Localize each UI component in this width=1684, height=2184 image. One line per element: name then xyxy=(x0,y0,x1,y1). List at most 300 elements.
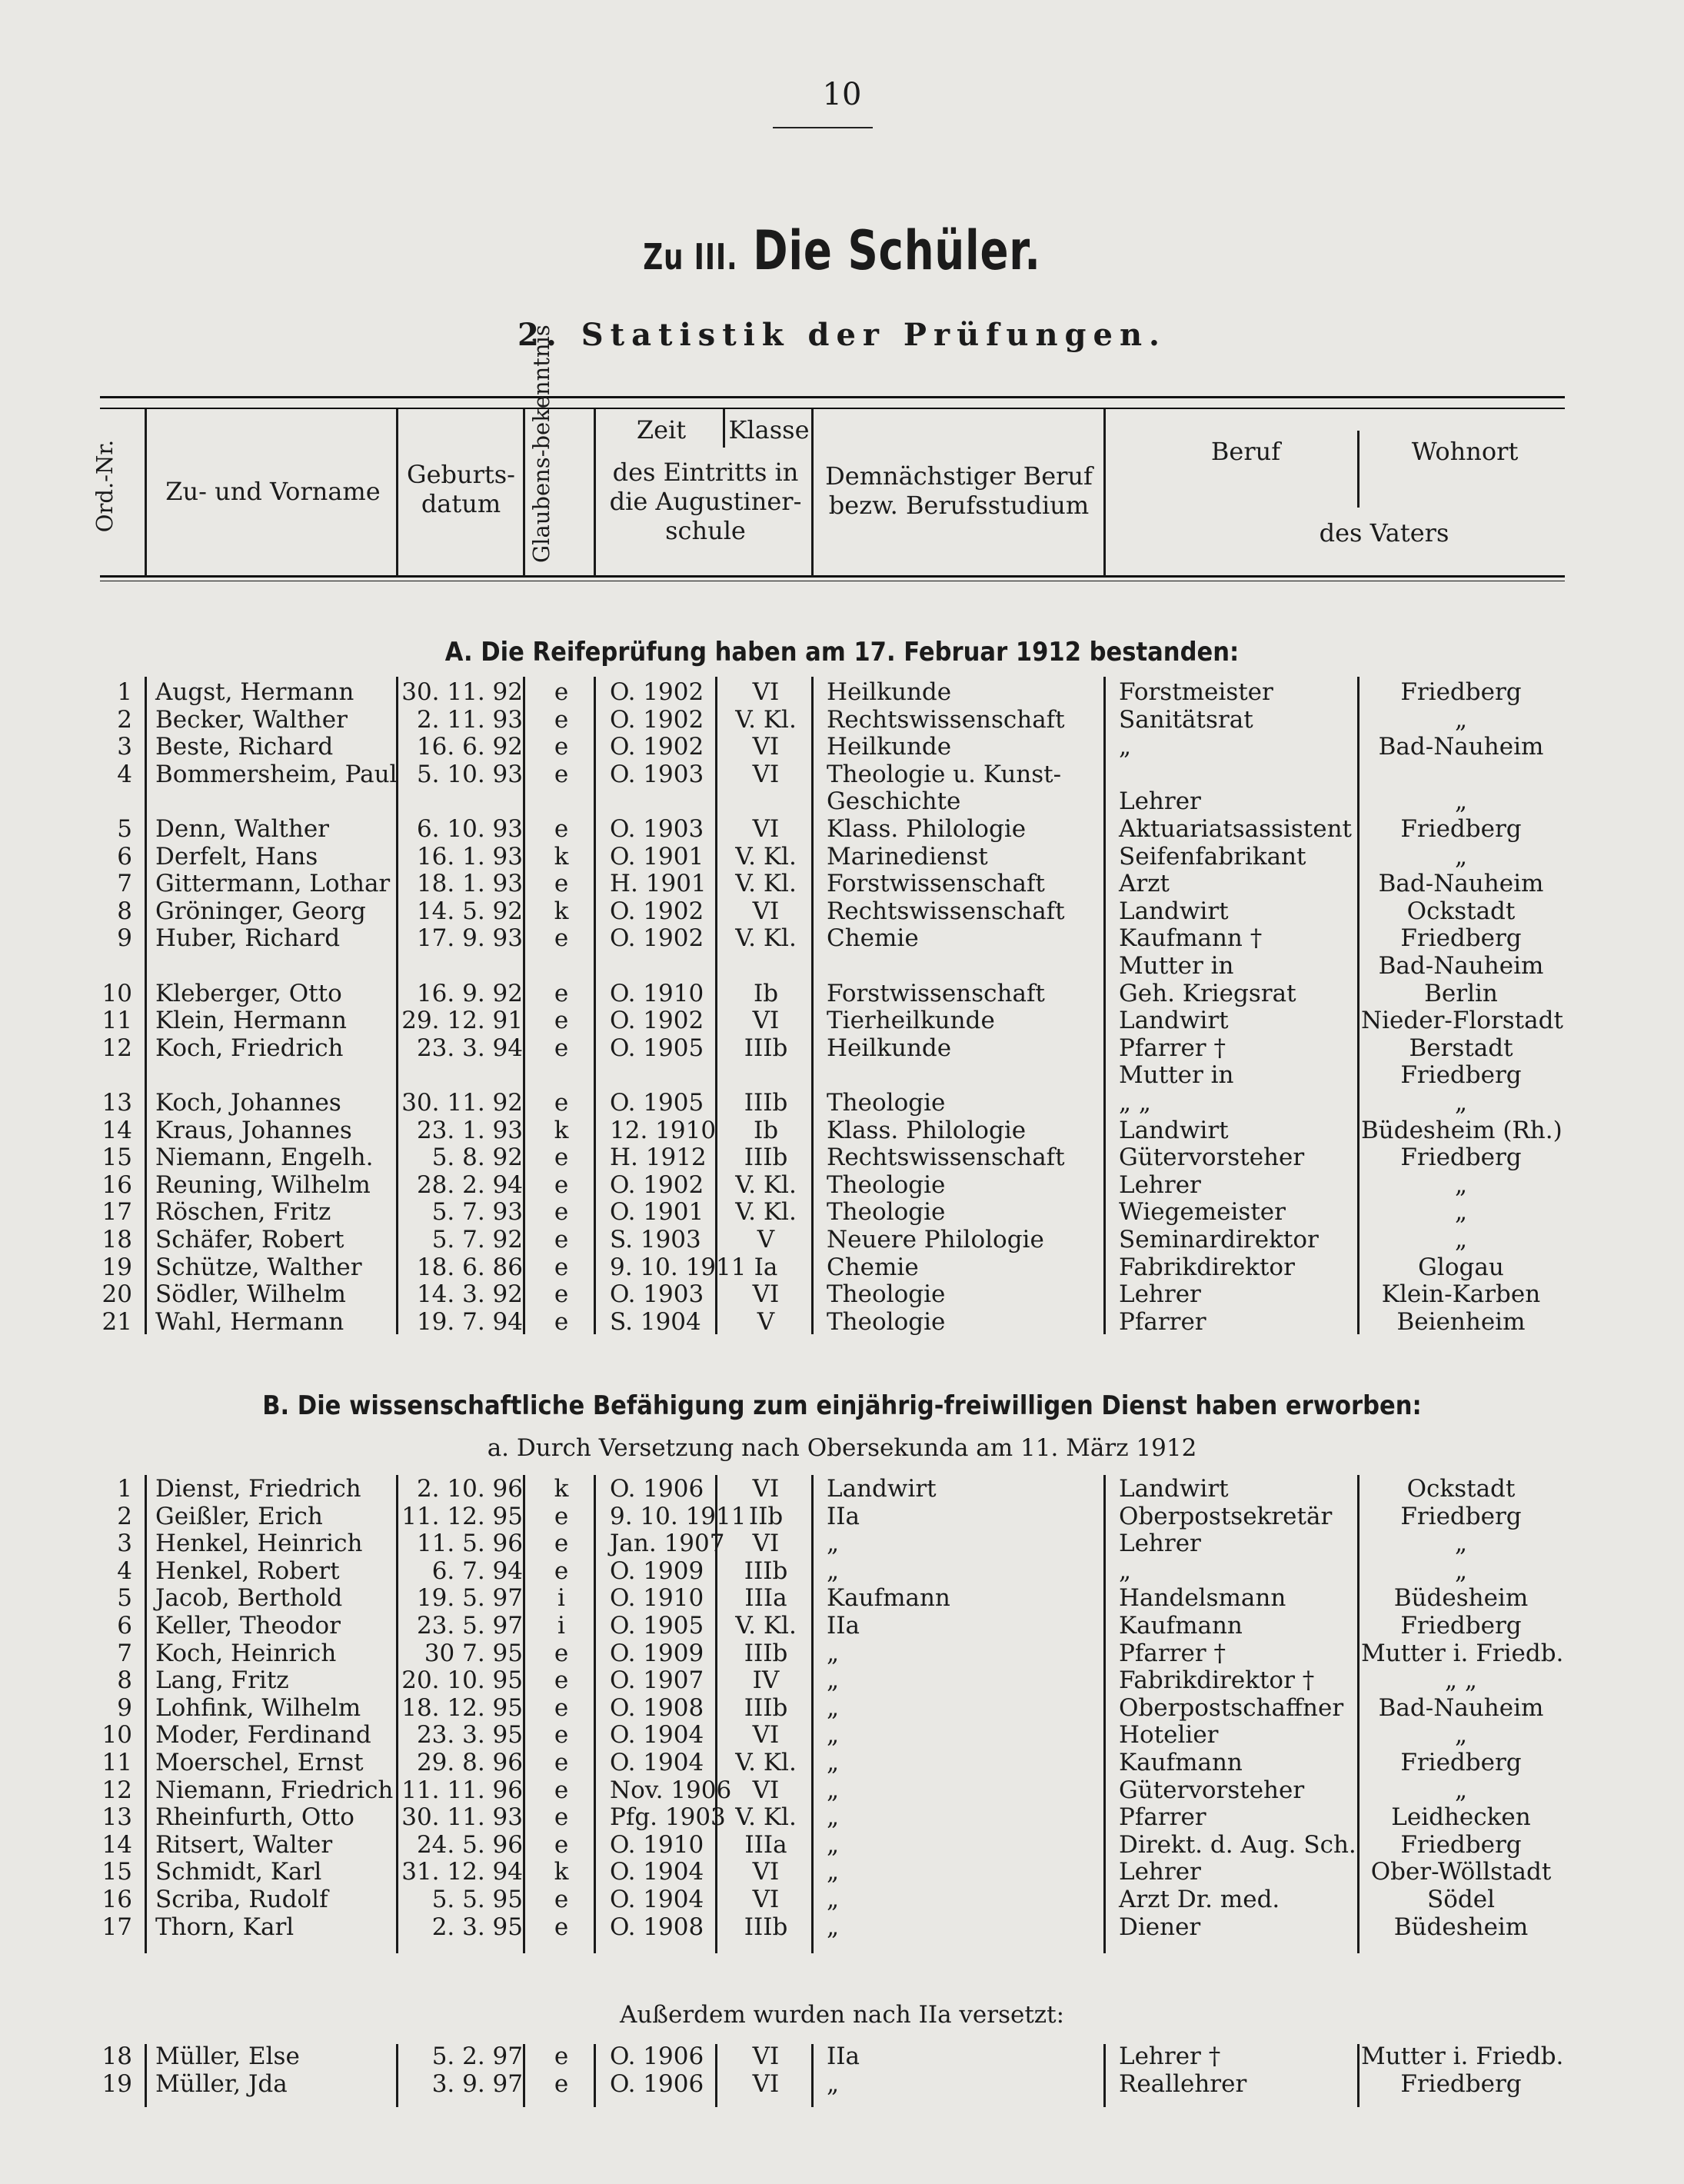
future-career: „ xyxy=(827,1858,840,1886)
student-name: Niemann, Friedrich xyxy=(155,1776,394,1804)
row-number: 7 xyxy=(117,1639,132,1667)
religion: k xyxy=(554,842,569,871)
student-name: Koch, Friedrich xyxy=(155,1034,344,1062)
religion: e xyxy=(554,1226,569,1253)
entry-time: O. 1902 xyxy=(610,705,704,734)
religion: e xyxy=(554,2043,569,2070)
entry-class: VI xyxy=(752,2043,780,2070)
religion: e xyxy=(554,733,569,761)
religion: e xyxy=(554,1749,569,1776)
entry-class: V. Kl. xyxy=(735,924,797,953)
header-divider xyxy=(1103,409,1106,577)
student-name: Ritsert, Walter xyxy=(155,1830,333,1859)
father-occupation: Lehrer xyxy=(1119,1530,1201,1558)
future-career: Theologie u. Kunst- xyxy=(827,760,1062,788)
entry-time: 9. 10. 1911 xyxy=(610,1253,747,1281)
entry-class: IIb xyxy=(748,1502,784,1530)
future-career: Heilkunde xyxy=(827,1034,952,1062)
student-name: Derfelt, Hans xyxy=(155,842,318,871)
table-row xyxy=(0,1913,1684,1941)
entry-time: O. 1908 xyxy=(610,1913,704,1941)
entry-class: VI xyxy=(752,1721,780,1750)
father-residence: Leidhecken xyxy=(1391,1803,1531,1832)
table-row xyxy=(0,1198,1684,1226)
religion: e xyxy=(554,1639,569,1667)
religion: e xyxy=(554,1170,569,1199)
father-residence: Friedberg xyxy=(1400,1502,1522,1530)
father-residence: Ober-Wöllstadt xyxy=(1370,1858,1552,1886)
entry-class: IIIb xyxy=(744,1639,788,1667)
row-number: 16 xyxy=(102,1170,132,1199)
entry-class: VI xyxy=(752,760,780,788)
father-residence: Bad-Nauheim xyxy=(1378,733,1544,761)
entry-time: O. 1909 xyxy=(610,1556,704,1585)
row-number: 12 xyxy=(102,1034,132,1062)
entry-time: O. 1904 xyxy=(610,1886,704,1913)
father-occupation: Pfarrer xyxy=(1119,1307,1206,1336)
header-vater-beruf: Beruf xyxy=(1210,437,1281,466)
row-number: 13 xyxy=(102,1089,132,1117)
entry-class: Ib xyxy=(753,1116,779,1144)
entry-class: VI xyxy=(752,1858,780,1886)
row-number: 16 xyxy=(102,1886,132,1913)
birth-date: 23. 1. 93 xyxy=(416,1116,523,1144)
student-name: Henkel, Heinrich xyxy=(155,1530,363,1558)
row-number: 10 xyxy=(102,1721,132,1750)
religion: e xyxy=(554,1089,569,1117)
row-number: 19 xyxy=(102,2070,132,2098)
page-subtitle: 2. Statistik der Prüfungen. xyxy=(518,317,1166,353)
religion: k xyxy=(554,1116,569,1144)
table-row xyxy=(0,1721,1684,1749)
father-residence: „ xyxy=(1454,705,1468,734)
table-row xyxy=(0,787,1684,815)
birth-date: 18. 6. 86 xyxy=(416,1253,523,1281)
future-career: „ xyxy=(827,1721,840,1750)
row-number: 6 xyxy=(117,842,132,871)
student-name: Södler, Wilhelm xyxy=(155,1280,346,1309)
father-occupation: Pfarrer † xyxy=(1119,1034,1226,1062)
row-number: 11 xyxy=(102,1749,132,1776)
student-name: Dienst, Friedrich xyxy=(155,1475,361,1503)
father-occupation: Seifenfabrikant xyxy=(1119,842,1306,871)
student-name: Gittermann, Lothar xyxy=(155,870,391,898)
father-occupation: Direkt. d. Aug. Sch. xyxy=(1119,1830,1356,1859)
father-residence: Berlin xyxy=(1424,979,1498,1007)
future-career: „ xyxy=(827,1666,840,1695)
student-name: Moerschel, Ernst xyxy=(155,1749,364,1776)
student-name: Müller, Else xyxy=(155,2043,300,2070)
entry-time: O. 1906 xyxy=(610,1475,704,1503)
future-career: „ xyxy=(827,2070,840,2098)
table-row xyxy=(0,1530,1684,1557)
table-row xyxy=(0,1694,1684,1722)
future-career: Theologie xyxy=(827,1198,946,1227)
birth-date: 23. 3. 94 xyxy=(416,1034,523,1062)
entry-time: O. 1903 xyxy=(610,815,704,843)
religion: k xyxy=(554,897,569,925)
entry-time: O. 1904 xyxy=(610,1749,704,1776)
future-career: IIa xyxy=(827,1502,860,1530)
father-residence: Ockstadt xyxy=(1406,897,1516,925)
entry-time: O. 1901 xyxy=(610,1198,704,1227)
table-row xyxy=(0,733,1684,761)
birth-date: 2. 3. 95 xyxy=(431,1913,523,1941)
entry-time: O. 1902 xyxy=(610,1007,704,1035)
father-occupation: Pfarrer † xyxy=(1119,1639,1226,1667)
row-number: 15 xyxy=(102,1858,132,1886)
student-name: Rheinfurth, Otto xyxy=(155,1803,354,1832)
father-occupation: Gütervorsteher xyxy=(1119,1144,1305,1172)
entry-time: O. 1910 xyxy=(610,1584,704,1613)
table-row xyxy=(0,1503,1684,1530)
entry-class: V. Kl. xyxy=(735,870,797,898)
entry-class: IIIa xyxy=(744,1584,787,1613)
father-occupation: Arzt xyxy=(1119,870,1170,898)
student-name: Koch, Johannes xyxy=(155,1089,341,1117)
future-career: „ xyxy=(827,1803,840,1832)
entry-time: Pfg. 1903 xyxy=(610,1803,726,1832)
religion: e xyxy=(554,1776,569,1804)
row-number: 5 xyxy=(117,815,132,843)
father-occupation: Lehrer xyxy=(1119,1170,1201,1199)
table-row xyxy=(0,1557,1684,1585)
religion: e xyxy=(554,1693,569,1722)
table-row xyxy=(0,1253,1684,1281)
table-row xyxy=(0,1584,1684,1612)
future-career: Chemie xyxy=(827,924,919,953)
father-residence: Klein-Karben xyxy=(1381,1280,1541,1309)
birth-date: 16. 9. 92 xyxy=(416,979,523,1007)
row-number: 12 xyxy=(102,1776,132,1804)
father-occupation: Geh. Kriegsrat xyxy=(1119,979,1296,1007)
row-number: 2 xyxy=(117,705,132,734)
entry-time: 12. 1910 xyxy=(610,1116,717,1144)
header-divider xyxy=(811,409,814,577)
table-row xyxy=(0,1475,1684,1503)
entry-class: V. Kl. xyxy=(735,842,797,871)
entry-class: Ia xyxy=(754,1253,778,1281)
header-divider xyxy=(396,409,398,577)
page-title xyxy=(185,219,1499,282)
father-residence: Mutter i. Friedb. xyxy=(1361,1639,1564,1667)
header-beruf: Demnächstiger Beruf bezw. Berufsstudium xyxy=(825,461,1093,520)
birth-date: 23. 5. 97 xyxy=(416,1612,523,1640)
future-career: Marinedienst xyxy=(827,842,988,871)
father-occupation: Landwirt xyxy=(1119,897,1229,925)
entry-class: V. Kl. xyxy=(735,1198,797,1227)
father-residence: Ockstadt xyxy=(1406,1475,1516,1503)
table-row xyxy=(0,1640,1684,1667)
entry-time: O. 1906 xyxy=(610,2070,704,2098)
entry-time: O. 1909 xyxy=(610,1639,704,1667)
table-row xyxy=(0,1117,1684,1144)
birth-date: 23. 3. 95 xyxy=(416,1721,523,1750)
entry-class: VI xyxy=(752,897,780,925)
table-row xyxy=(0,761,1684,788)
row-number: 17 xyxy=(102,1198,132,1227)
father-residence: Glogau xyxy=(1418,1253,1504,1281)
father-residence: Berstadt xyxy=(1409,1034,1513,1062)
row-number: 11 xyxy=(102,1007,132,1035)
student-name: Röschen, Fritz xyxy=(155,1198,331,1227)
father-occupation: Lehrer xyxy=(1119,1280,1201,1309)
table-row xyxy=(0,1612,1684,1640)
future-career: Kaufmann xyxy=(827,1584,950,1613)
father-residence: Friedberg xyxy=(1400,1061,1522,1090)
future-career: Klass. Philologie xyxy=(827,1116,1027,1144)
birth-date: 17. 9. 93 xyxy=(416,924,523,953)
future-career: „ xyxy=(827,1749,840,1776)
religion: e xyxy=(554,1530,569,1558)
header-divider xyxy=(594,409,596,577)
row-number: 19 xyxy=(102,1253,132,1281)
entry-time: Jan. 1907 xyxy=(610,1530,725,1558)
religion: e xyxy=(554,924,569,953)
religion: e xyxy=(554,1502,569,1530)
student-name: Kraus, Johannes xyxy=(155,1116,352,1144)
table-row xyxy=(0,815,1684,843)
father-residence: Bad-Nauheim xyxy=(1378,870,1544,898)
birth-date: 5. 2. 97 xyxy=(431,2043,523,2070)
birth-date: 18. 1. 93 xyxy=(416,870,523,898)
table-row xyxy=(0,897,1684,925)
future-career: „ xyxy=(827,1530,840,1558)
birth-date: 24. 5. 96 xyxy=(416,1830,523,1859)
future-career: Theologie xyxy=(827,1170,946,1199)
entry-class: V xyxy=(757,1307,775,1336)
entry-class: V xyxy=(757,1226,775,1253)
entry-time: O. 1902 xyxy=(610,678,704,706)
entry-class: IIIb xyxy=(744,1089,788,1117)
future-career: Geschichte xyxy=(827,787,961,816)
entry-class: VI xyxy=(752,733,780,761)
student-name: Niemann, Engelh. xyxy=(155,1144,374,1172)
future-career: Chemie xyxy=(827,1253,919,1281)
table-row xyxy=(0,1886,1684,1913)
table-row xyxy=(0,843,1684,871)
birth-date: 11. 12. 95 xyxy=(401,1502,523,1530)
table-row xyxy=(0,1308,1684,1336)
header-glaubensbekenntnis: Glaubens-bekenntnis xyxy=(528,325,554,563)
entry-time: H. 1901 xyxy=(610,870,707,898)
student-name: Henkel, Robert xyxy=(155,1556,340,1585)
entry-class: V. Kl. xyxy=(735,1803,797,1832)
entry-time: O. 1902 xyxy=(610,924,704,953)
father-residence: Friedberg xyxy=(1400,1749,1522,1776)
header-name: Zu- und Vorname xyxy=(165,477,381,506)
row-number: 18 xyxy=(102,1226,132,1253)
title-prefix: Zu III. xyxy=(643,236,738,278)
father-occupation: Forstmeister xyxy=(1119,678,1273,706)
title-main: Die Schüler. xyxy=(753,219,1041,282)
row-number: 4 xyxy=(117,1556,132,1585)
section-b-heading: B. Die wissenschaftliche Befähigung zum einjährig-freiwilligen Dienst haben erworben: xyxy=(262,1390,1422,1421)
table-row xyxy=(0,1831,1684,1859)
future-career: Neuere Philologie xyxy=(827,1226,1044,1253)
entry-time: O. 1907 xyxy=(610,1666,704,1695)
row-number: 3 xyxy=(117,733,132,761)
future-career: „ xyxy=(827,1776,840,1804)
birth-date: 30. 11. 93 xyxy=(401,1803,523,1832)
row-number: 3 xyxy=(117,1530,132,1558)
birth-date: 19. 7. 94 xyxy=(416,1307,523,1336)
future-career: Rechtswissenschaft xyxy=(827,705,1065,734)
birth-date: 18. 12. 95 xyxy=(401,1693,523,1722)
table-row xyxy=(0,1089,1684,1117)
future-career: „ xyxy=(827,1913,840,1941)
birth-date: 2. 10. 96 xyxy=(416,1475,523,1503)
father-residence: „ „ xyxy=(1445,1666,1477,1695)
father-residence: Mutter i. Friedb. xyxy=(1361,2043,1564,2070)
entry-time: O. 1901 xyxy=(610,842,704,871)
father-residence: „ xyxy=(1454,1556,1468,1585)
future-career: „ xyxy=(827,1556,840,1585)
table-row xyxy=(0,924,1684,952)
table-row xyxy=(0,1171,1684,1199)
future-career: „ xyxy=(827,1886,840,1913)
header-eintritt: des Eintritts in die Augustiner-schule xyxy=(609,458,802,545)
student-name: Lang, Fritz xyxy=(155,1666,289,1695)
father-residence: Friedberg xyxy=(1400,2070,1522,2098)
birth-date: 29. 8. 96 xyxy=(416,1749,523,1776)
father-occupation: Lehrer xyxy=(1119,1858,1201,1886)
birth-date: 30 7. 95 xyxy=(424,1639,523,1667)
father-residence: Büdesheim xyxy=(1393,1584,1529,1613)
row-number: 17 xyxy=(102,1913,132,1941)
entry-time: O. 1902 xyxy=(610,1170,704,1199)
birth-date: 31. 12. 94 xyxy=(401,1858,523,1886)
table-row xyxy=(0,1144,1684,1171)
father-occupation: Pfarrer xyxy=(1119,1803,1206,1832)
entry-class: V. Kl. xyxy=(735,1170,797,1199)
header-divider xyxy=(145,409,147,577)
religion: e xyxy=(554,815,569,843)
birth-date: 30. 11. 92 xyxy=(401,1089,523,1117)
table-top-rule-thin xyxy=(100,408,1565,409)
row-number: 8 xyxy=(117,897,132,925)
header-ordnr: Ord.-Nr. xyxy=(92,439,118,533)
father-occupation: Kaufmann xyxy=(1119,1749,1243,1776)
father-occupation: Sanitätsrat xyxy=(1119,705,1253,734)
student-name: Augst, Hermann xyxy=(155,678,354,706)
entry-time: O. 1903 xyxy=(610,760,704,788)
religion: e xyxy=(554,1556,569,1585)
religion: e xyxy=(554,678,569,706)
religion: e xyxy=(554,1913,569,1941)
entry-class: VI xyxy=(752,678,780,706)
father-occupation: Diener xyxy=(1119,1913,1201,1941)
entry-class: V. Kl. xyxy=(735,1612,797,1640)
table-row xyxy=(0,980,1684,1007)
father-occupation: Kaufmann † xyxy=(1119,924,1263,953)
table-row xyxy=(0,2070,1684,2098)
entry-class: VI xyxy=(752,2070,780,2098)
row-number: 9 xyxy=(117,1693,132,1722)
birth-date: 5. 10. 93 xyxy=(416,760,523,788)
student-name: Denn, Walther xyxy=(155,815,329,843)
father-occupation: Seminardirektor xyxy=(1119,1226,1319,1253)
birth-date: 28. 2. 94 xyxy=(416,1170,523,1199)
table-row xyxy=(0,1034,1684,1062)
father-occupation: Arzt Dr. med. xyxy=(1119,1886,1280,1913)
student-name: Lohfink, Wilhelm xyxy=(155,1693,361,1722)
entry-class: IIIb xyxy=(744,1034,788,1062)
father-residence: „ xyxy=(1454,1089,1468,1117)
table-top-rule xyxy=(100,396,1565,398)
father-occupation: Landwirt xyxy=(1119,1116,1229,1144)
table-row xyxy=(0,706,1684,734)
entry-time: O. 1910 xyxy=(610,1830,704,1859)
entry-time: H. 1912 xyxy=(610,1144,707,1172)
father-occupation: Oberpostsekretär xyxy=(1119,1502,1333,1530)
birth-date: 6. 10. 93 xyxy=(416,815,523,843)
religion: e xyxy=(554,1721,569,1750)
entry-class: V. Kl. xyxy=(735,1749,797,1776)
father-occupation: Aktuariatsassistent xyxy=(1119,815,1353,843)
birth-date: 30. 11. 92 xyxy=(401,678,523,706)
entry-class: IIIb xyxy=(744,1913,788,1941)
religion: e xyxy=(554,1886,569,1913)
father-residence: Nieder-Florstadt xyxy=(1361,1007,1563,1035)
religion: e xyxy=(554,870,569,898)
table-row xyxy=(0,1858,1684,1886)
row-number: 2 xyxy=(117,1502,132,1530)
religion: k xyxy=(554,1475,569,1503)
birth-date: 5. 8. 92 xyxy=(431,1144,523,1172)
header-divider xyxy=(523,409,525,577)
birth-date: 5. 5. 95 xyxy=(431,1886,523,1913)
row-number: 1 xyxy=(117,1475,132,1503)
student-name: Kleberger, Otto xyxy=(155,979,342,1007)
header-divider xyxy=(723,409,725,448)
birth-date: 29. 12. 91 xyxy=(401,1007,523,1035)
father-residence: Friedberg xyxy=(1400,678,1522,706)
future-career: „ xyxy=(827,1639,840,1667)
future-career: Klass. Philologie xyxy=(827,815,1027,843)
table-row xyxy=(0,952,1684,980)
religion: e xyxy=(554,1144,569,1172)
father-occupation: Gütervorsteher xyxy=(1119,1776,1305,1804)
father-occupation: Handelsmann xyxy=(1119,1584,1286,1613)
entry-class: VI xyxy=(752,1886,780,1913)
future-career: „ xyxy=(827,1693,840,1722)
entry-class: VI xyxy=(752,815,780,843)
student-name: Müller, Jda xyxy=(155,2070,288,2098)
section-b-extra-heading: Außerdem wurden nach IIa versetzt: xyxy=(619,2001,1065,2029)
religion: e xyxy=(554,1007,569,1035)
student-name: Moder, Ferdinand xyxy=(155,1721,371,1750)
section-a-heading: A. Die Reifeprüfung haben am 17. Februar 1912 bestanden: xyxy=(444,637,1240,668)
entry-class: IIIb xyxy=(744,1693,788,1722)
father-occupation: Lehrer xyxy=(1119,787,1201,816)
father-occupation: Mutter in xyxy=(1119,1061,1234,1090)
birth-date: 11. 5. 96 xyxy=(416,1530,523,1558)
father-residence: „ xyxy=(1454,1530,1468,1558)
table-row xyxy=(0,1749,1684,1776)
future-career: Theologie xyxy=(827,1307,946,1336)
section-b-subheading: a. Durch Versetzung nach Obersekunda am 11. März 1912 xyxy=(487,1434,1197,1462)
student-name: Bommersheim, Paul xyxy=(155,760,398,788)
religion: e xyxy=(554,1666,569,1695)
future-career: Forstwissenschaft xyxy=(827,870,1045,898)
father-residence: Büdesheim xyxy=(1393,1913,1529,1941)
future-career: Rechtswissenschaft xyxy=(827,1144,1065,1172)
row-number: 4 xyxy=(117,760,132,788)
entry-time: S. 1904 xyxy=(610,1307,701,1336)
future-career: Theologie xyxy=(827,1089,946,1117)
header-vater-wohnort: Wohnort xyxy=(1411,437,1519,466)
